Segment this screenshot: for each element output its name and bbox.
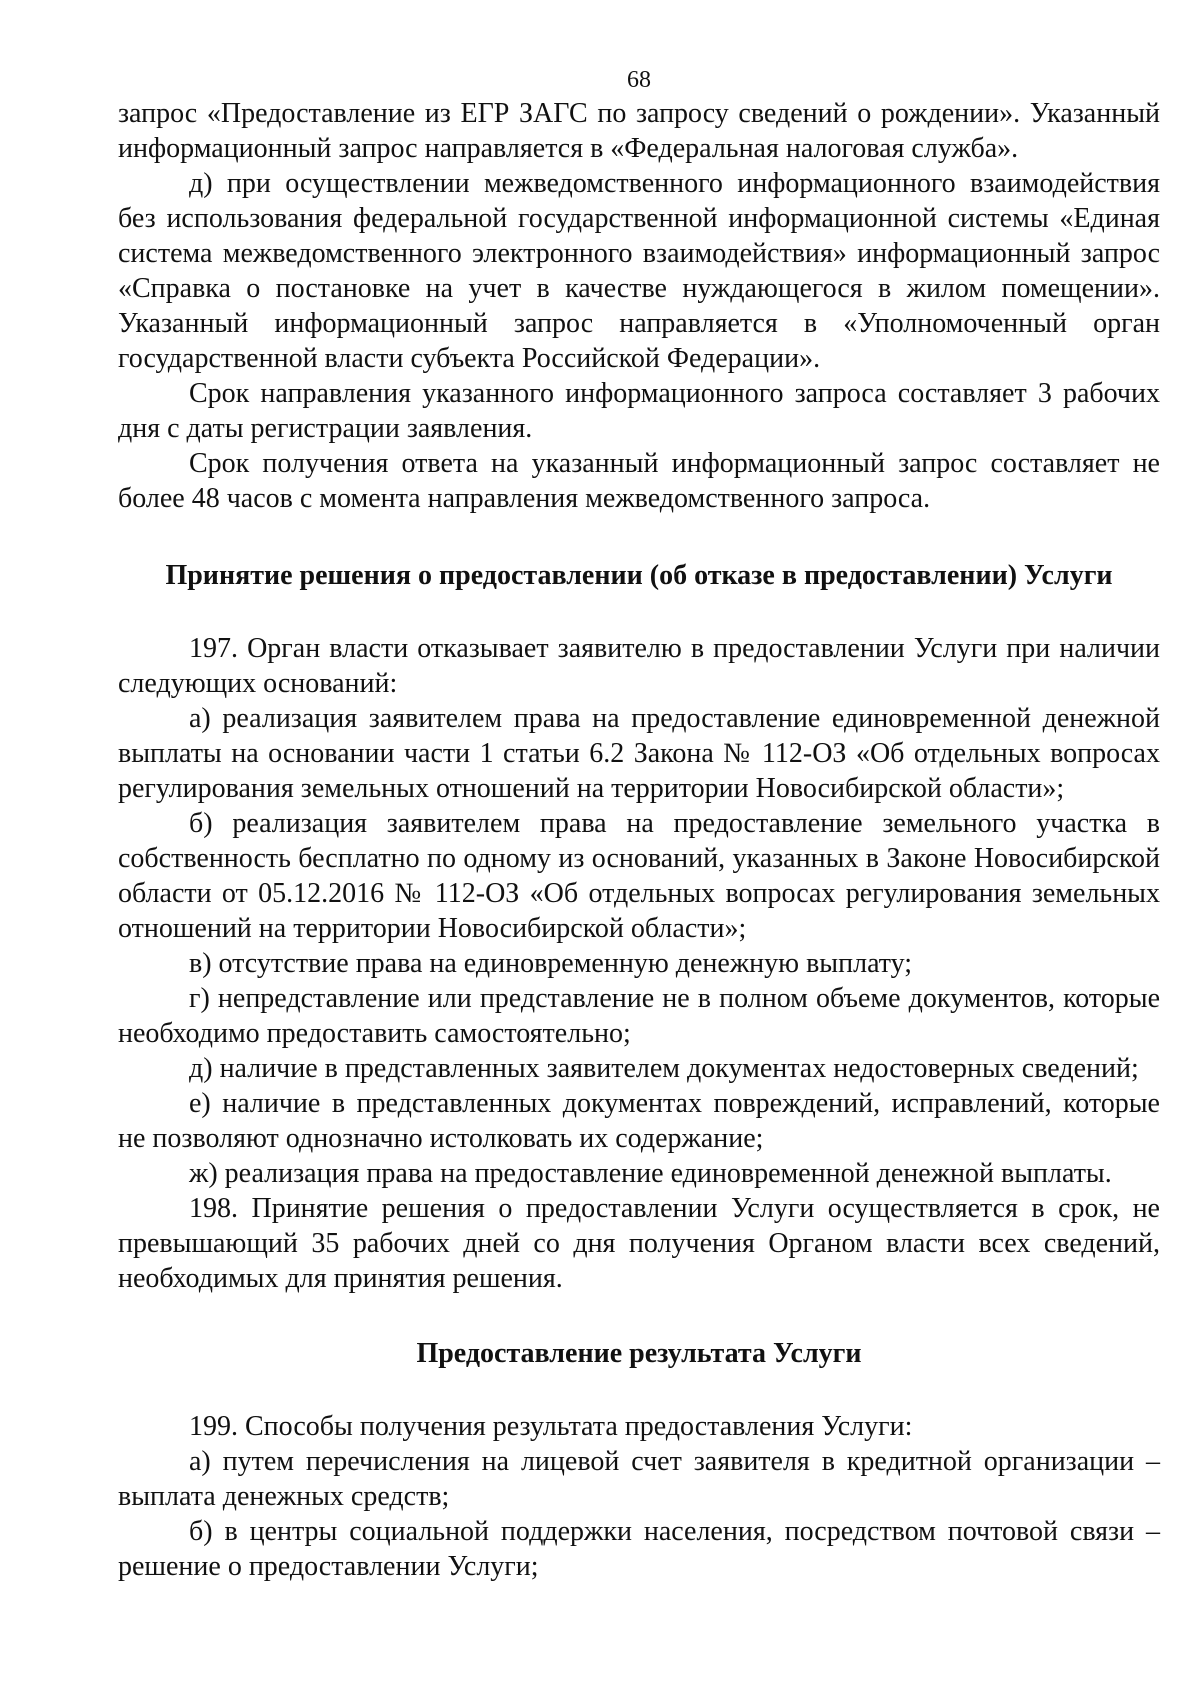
list-item: е) наличие в представленных документах повреждений, исправлений, которые не позволяют однозначно истолковать их содержание; — [118, 1088, 1160, 1154]
list-item: в) отсутствие права на единовременную денежную выплату; — [189, 948, 913, 979]
list-item: ж) реализация права на предоставление единовременной денежной выплаты. — [189, 1158, 1112, 1189]
paragraph: 197. Орган власти отказывает заявителю в предоставлении Услуги при наличии следующих оснований: — [118, 633, 1160, 699]
paragraph: 199. Способы получения результата предоставления Услуги: — [189, 1411, 913, 1442]
paragraph: запрос «Предоставление из ЕГР ЗАГС по запросу сведений о рождении». Указанный информационный запрос направляется в «Федеральная налоговая служба». — [118, 98, 1160, 164]
list-item: д) наличие в представленных заявителем документах недостоверных сведений; — [189, 1053, 1139, 1084]
paragraph: д) при осуществлении межведомственного информационного взаимодействия без использования федеральной государственной информационной системы «Единая система межведомственного электронного взаимодействия» информационный запрос «Справка о постановке на учет в качестве нуждающегося в жилом помещении». Указанный информационный запрос направляется в «Уполномоченный орган государственной власти субъекта Российской Федерации». — [118, 168, 1160, 374]
section-heading: Предоставление результата Услуги — [416, 1338, 862, 1369]
page-number: 68 — [627, 67, 651, 93]
list-item: б) в центры социальной поддержки населения, посредством почтовой связи – решение о предоставлении Услуги; — [118, 1516, 1160, 1582]
list-item: а) путем перечисления на лицевой счет заявителя в кредитной организации – выплата денежных средств; — [118, 1446, 1160, 1512]
list-item: а) реализация заявителем права на предоставление единовременной денежной выплаты на основании части 1 статьи 6.2 Закона № 112-ОЗ «Об отдельных вопросах регулирования земельных отношений на территории Новосибирской области»; — [118, 703, 1160, 804]
list-item: б) реализация заявителем права на предоставление земельного участка в собственность бесплатно по одному из оснований, указанных в Законе Новосибирской области от 05.12.2016 № 112-ОЗ «Об отдельных вопросах регулирования земельных отношений на территории Новосибирской области»; — [118, 808, 1160, 944]
section-heading: Принятие решения о предоставлении (об отказе в предоставлении) Услуги — [165, 560, 1113, 591]
document-page — [118, 66, 1160, 1584]
paragraph: Срок получения ответа на указанный информационный запрос составляет не более 48 часов с момента направления межведомственного запроса. — [118, 448, 1160, 514]
list-item: г) непредставление или представление не в полном объеме документов, которые необходимо предоставить самостоятельно; — [118, 983, 1160, 1049]
paragraph: 198. Принятие решения о предоставлении Услуги осуществляется в срок, не превышающий 35 рабочих дней со дня получения Органом власти всех сведений, необходимых для принятия решения. — [118, 1193, 1160, 1294]
paragraph: Срок направления указанного информационного запроса составляет 3 рабочих дня с даты регистрации заявления. — [118, 378, 1160, 444]
